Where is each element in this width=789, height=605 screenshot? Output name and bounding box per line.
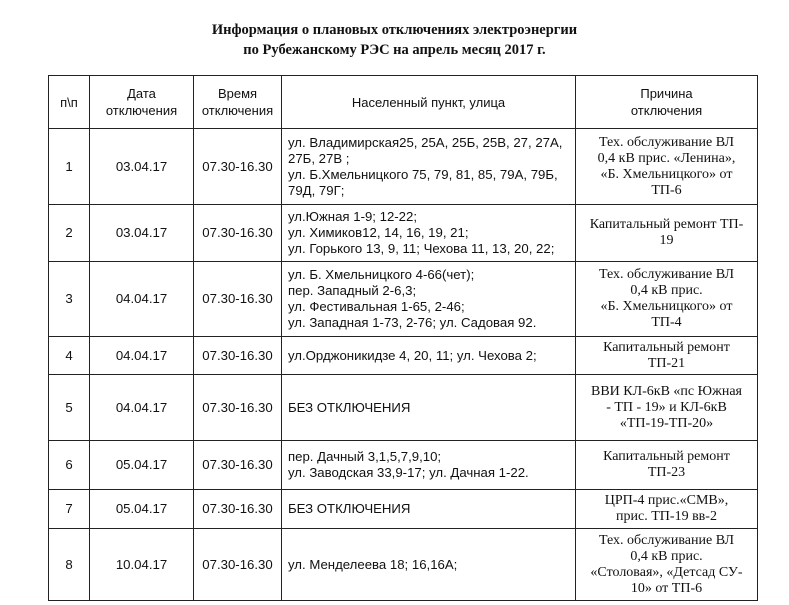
reason-line: прис. ТП-19 вв-2 xyxy=(616,509,717,524)
table-row xyxy=(49,490,758,529)
reason-line: 0,4 кВ прис. xyxy=(630,548,703,564)
address-line: ул. Химиков12, 14, 16, 19, 21; xyxy=(288,225,469,240)
reason-line: ТП-6 xyxy=(651,182,682,198)
table-body xyxy=(49,129,758,601)
reason-line: ТП-21 xyxy=(647,355,686,371)
address-line: ул.Орджоникидзе 4, 20, 11; ул. Чехова 2; xyxy=(288,347,537,363)
address-line: ул. Б.Хмельницкого 75, 79, 81, 85, 79А, 79Б, xyxy=(288,166,558,182)
row-number: 3 xyxy=(49,262,90,337)
header-time-line-1: Время xyxy=(217,86,258,101)
row-number: 5 xyxy=(49,375,90,441)
reason-line: ТП-4 xyxy=(651,315,682,330)
header-date-line-1: Дата xyxy=(127,86,156,101)
title-line-1: Информация о плановых отключениях электроэнергии xyxy=(211,22,578,38)
reason-line: ТП-23 xyxy=(647,465,686,480)
address-line: 79Д, 79Г; xyxy=(288,182,345,198)
outage-date: 10.04.17 xyxy=(90,529,194,601)
header-number xyxy=(49,76,90,129)
outage-time: 07.30-16.30 xyxy=(194,262,282,337)
outage-time: 07.30-16.30 xyxy=(194,441,282,490)
table-row xyxy=(49,441,758,490)
reason-line: 0,4 кВ прис. xyxy=(630,283,703,298)
address-cell xyxy=(282,262,576,337)
reason-line: ВВИ КЛ-6кВ «пс Южная xyxy=(590,383,742,399)
address-line: ул. Заводская 33,9-17; ул. Дачная 1-22. xyxy=(288,465,529,480)
address-line: ул. Б. Хмельницкого 4-66(чет); xyxy=(288,267,475,282)
header-reason-line-1: Причина xyxy=(640,86,693,101)
outage-date: 04.04.17 xyxy=(90,262,194,337)
title-line-2: по Рубежанскому РЭС на апрель месяц 2017 г. xyxy=(243,42,546,58)
reason-line: Капитальный ремонт xyxy=(603,449,730,464)
outage-time: 07.30-16.30 xyxy=(194,490,282,529)
address-line: БЕЗ ОТКЛЮЧЕНИЯ xyxy=(288,501,411,516)
header-number-label: п\п xyxy=(60,94,78,110)
reason-line: Тех. обслуживание ВЛ xyxy=(599,267,734,282)
outage-date: 03.04.17 xyxy=(90,129,194,205)
reason-line: - ТП - 19» и КЛ-6кВ xyxy=(606,399,727,415)
address-cell xyxy=(282,375,576,441)
outage-time: 07.30-16.30 xyxy=(194,529,282,601)
table-row xyxy=(49,337,758,375)
table-row xyxy=(49,375,758,441)
table-row xyxy=(49,529,758,601)
address-line: ул. Фестивальная 1-65, 2-46; xyxy=(288,299,465,314)
address-line: пер. Дачный 3,1,5,7,9,10; xyxy=(288,449,442,464)
outage-time: 07.30-16.30 xyxy=(194,129,282,205)
address-line: ул. Горького 13, 9, 11; Чехова 11, 13, 20, 22; xyxy=(288,241,555,256)
address-cell xyxy=(282,129,576,205)
reason-line: Капитальный ремонт xyxy=(603,339,730,355)
outage-time: 07.30-16.30 xyxy=(194,337,282,375)
header-date-line-2: отключения xyxy=(105,103,178,118)
address-line: ул.Южная 1-9; 12-22; xyxy=(288,209,418,224)
table-row xyxy=(49,129,758,205)
address-line: ул. Западная 1-73, 2-76; ул. Садовая 92. xyxy=(288,315,537,330)
row-number: 2 xyxy=(49,205,90,262)
table-header-row xyxy=(49,76,758,129)
reason-line: 10» от ТП-6 xyxy=(630,580,703,596)
row-number: 1 xyxy=(49,129,90,205)
outage-time: 07.30-16.30 xyxy=(194,205,282,262)
header-reason-line-2: отключения xyxy=(630,103,703,118)
address-line: ул. Владимирская25, 25А, 25Б, 25В, 27, 27А, xyxy=(288,134,563,150)
reason-line: 0,4 кВ прис. «Ленина», xyxy=(597,150,736,166)
reason-cell xyxy=(576,529,758,601)
reason-line: ЦРП-4 прис.«СМВ», xyxy=(604,493,729,508)
reason-line: «ТП-19-ТП-20» xyxy=(619,415,714,431)
reason-cell xyxy=(576,490,758,529)
address-cell xyxy=(282,529,576,601)
outage-date: 04.04.17 xyxy=(90,375,194,441)
reason-line: Тех. обслуживание ВЛ xyxy=(599,532,734,548)
address-cell xyxy=(282,337,576,375)
header-reason xyxy=(576,76,758,129)
address-line: БЕЗ ОТКЛЮЧЕНИЯ xyxy=(288,399,411,415)
outage-date: 04.04.17 xyxy=(90,337,194,375)
table-row xyxy=(49,262,758,337)
header-place-label: Населенный пункт, улица xyxy=(351,94,506,110)
row-number: 6 xyxy=(49,441,90,490)
row-number: 4 xyxy=(49,337,90,375)
reason-line: 19 xyxy=(659,233,674,248)
row-number: 7 xyxy=(49,490,90,529)
outage-date: 05.04.17 xyxy=(90,441,194,490)
reason-cell xyxy=(576,205,758,262)
table-row xyxy=(49,205,758,262)
address-line: ул. Менделеева 18; 16,16А; xyxy=(288,556,458,572)
reason-cell xyxy=(576,441,758,490)
header-time-line-2: отключения xyxy=(201,103,274,118)
header-time xyxy=(194,76,282,129)
outage-time: 07.30-16.30 xyxy=(194,375,282,441)
address-cell xyxy=(282,205,576,262)
reason-line: «Столовая», «Детсад СУ- xyxy=(590,564,743,580)
address-line: 27Б, 27В ; xyxy=(288,150,350,166)
row-number: 8 xyxy=(49,529,90,601)
header-place xyxy=(282,76,576,129)
outage-schedule-table xyxy=(48,75,758,601)
reason-cell xyxy=(576,262,758,337)
reason-line: «Б. Хмельницкого» от xyxy=(600,299,733,314)
reason-line: Капитальный ремонт ТП- xyxy=(589,217,744,232)
address-line: пер. Западный 2-6,3; xyxy=(288,283,417,298)
outage-date: 03.04.17 xyxy=(90,205,194,262)
reason-cell xyxy=(576,375,758,441)
document-title xyxy=(0,20,789,60)
header-date xyxy=(90,76,194,129)
reason-cell xyxy=(576,337,758,375)
reason-line: Тех. обслуживание ВЛ xyxy=(599,134,734,150)
address-cell xyxy=(282,490,576,529)
address-cell xyxy=(282,441,576,490)
reason-cell xyxy=(576,129,758,205)
outage-date: 05.04.17 xyxy=(90,490,194,529)
reason-line: «Б. Хмельницкого» от xyxy=(600,166,733,182)
